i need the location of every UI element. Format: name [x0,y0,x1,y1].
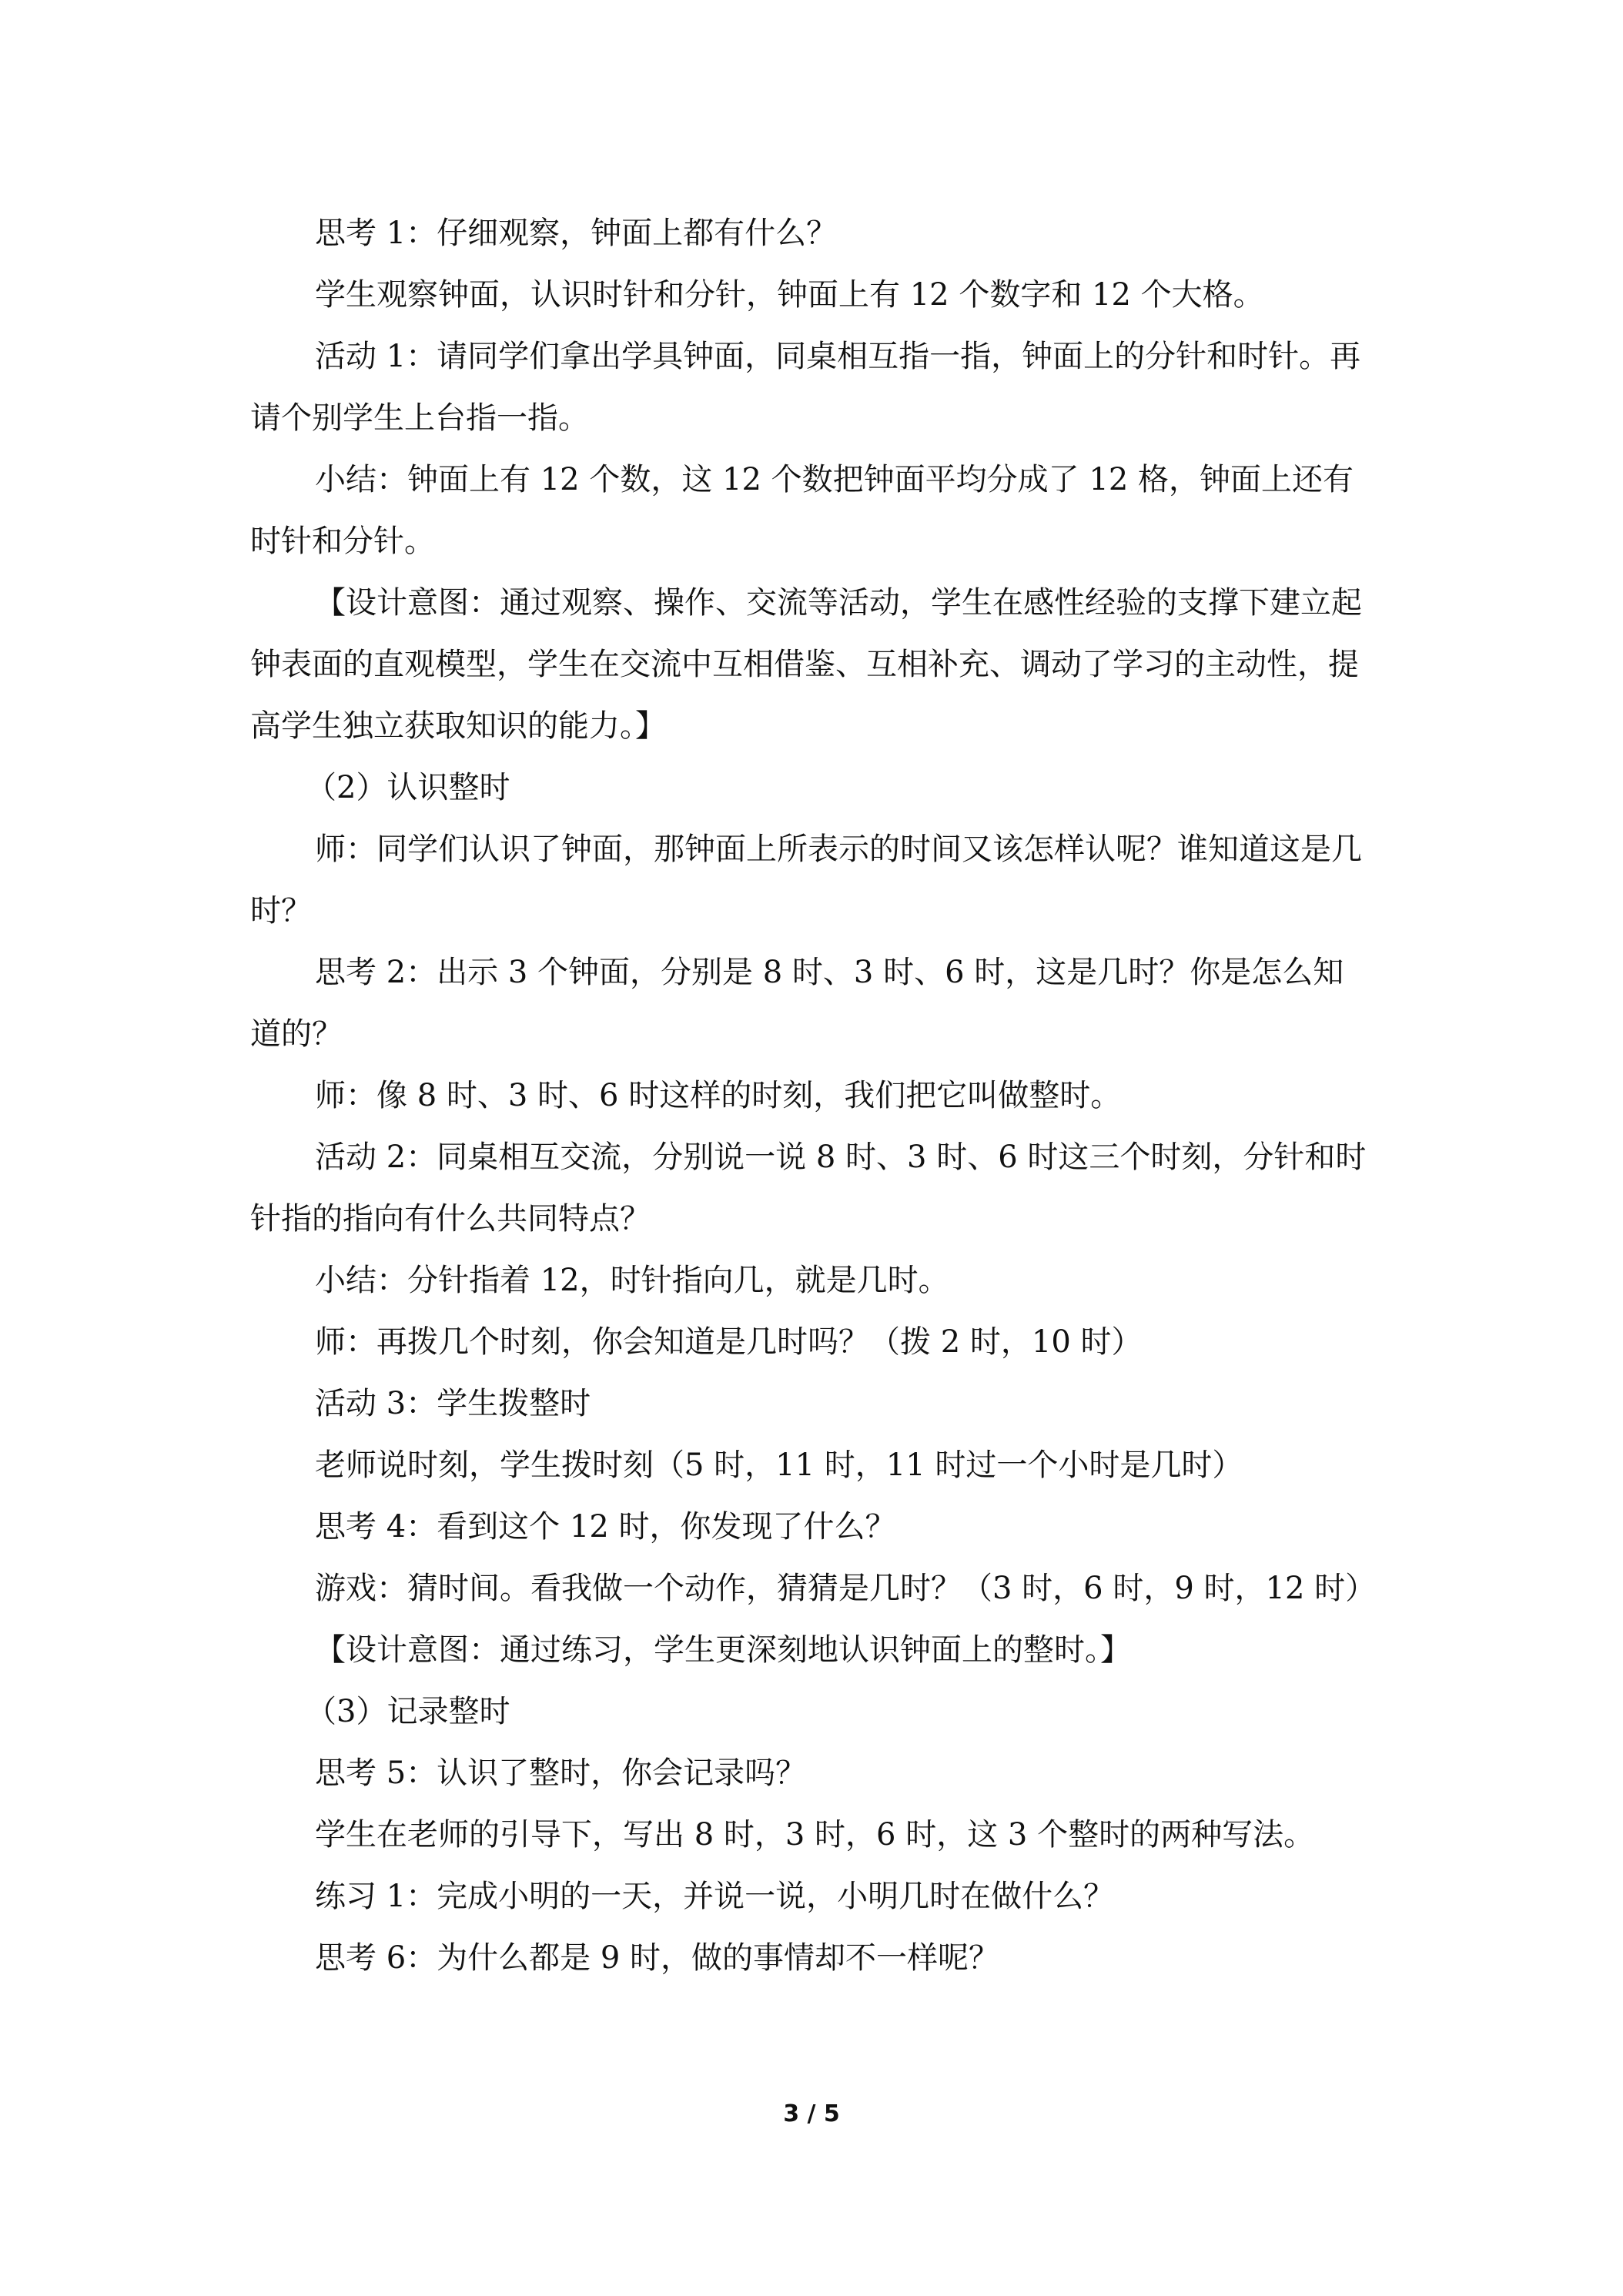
paragraph-teacher-dial: 师：再拨几个时刻，你会知道是几时吗？（拨 2 时，10 时） [315,1324,1143,1360]
paragraph-summary-1: 小结：钟面上有 12 个数，这 12 个数把钟面平均分成了 12 格，钟面上还有时针和分针。 [250,462,1354,559]
paragraph-think-5: 思考 5：认识了整时，你会记录吗？ [315,1755,807,1791]
paragraph-teacher-says-time: 老师说时刻，学生拨时刻（5 时，11 时，11 时过一个小时是几时） [315,1448,1243,1483]
document-body [250,202,1377,1989]
paragraph-activity-1: 活动 1：请同学们拿出学具钟面，同桌相互指一指，钟面上的分针和时针。再请个别学生上台指一指。 [250,339,1361,436]
section-heading-2: （2）认识整时 [306,770,510,805]
paragraph-activity-2: 活动 2：同桌相互交流，分别说一说 8 时、3 时、6 时这三个时刻，分针和时针指的指向有什么共同特点？ [250,1140,1367,1237]
paragraph-teacher-question-1: 师：同学们认识了钟面，那钟面上所表示的时间又该怎样认呢？谁知道这是几时？ [250,832,1362,929]
paragraph-exercise-1: 练习 1：完成小明的一天，并说一说，小明几时在做什么？ [315,1879,1115,1914]
section-heading-3: （3）记录整时 [306,1694,510,1729]
paragraph-think-6: 思考 6：为什么都是 9 时，做的事情却不一样呢？ [315,1940,1000,1976]
paragraph-design-intent-2: 【设计意图：通过练习，学生更深刻地认识钟面上的整时。】 [315,1632,1131,1668]
paragraph-summary-2: 小结：分针指着 12，时针指向几，就是几时。 [315,1263,949,1298]
paragraph-think-2: 思考 2：出示 3 个钟面，分别是 8 时、3 时、6 时，这是几时？你是怎么知道的？ [250,955,1344,1052]
paragraph-think-4: 思考 4：看到这个 12 时，你发现了什么？ [315,1509,896,1545]
paragraph-design-intent-1: 【设计意图：通过观察、操作、交流等活动，学生在感性经验的支撑下建立起钟表面的直观模型，学生在交流中互相借鉴、互相补充、调动了学习的主动性，提高学生独立获取知识的能力。】 [250,585,1362,744]
paragraph-think-1: 思考 1：仔细观察，钟面上都有什么？ [315,216,838,251]
paragraph-teacher-whole-hour: 师：像 8 时、3 时、6 时这样的时刻，我们把它叫做整时。 [315,1078,1122,1113]
paragraph-write-whole-hours: 学生在老师的引导下，写出 8 时，3 时，6 时，这 3 个整时的两种写法。 [315,1817,1315,1853]
page-number: 3 / 5 [783,2100,840,2127]
paragraph-activity-3: 活动 3：学生拨整时 [315,1386,591,1421]
paragraph-game: 游戏：猜时间。看我做一个动作，猜猜是几时？（3 时，6 时，9 时，12 时） [315,1571,1377,1606]
paragraph-observe-clock: 学生观察钟面，认识时针和分针，钟面上有 12 个数字和 12 个大格。 [315,277,1264,313]
